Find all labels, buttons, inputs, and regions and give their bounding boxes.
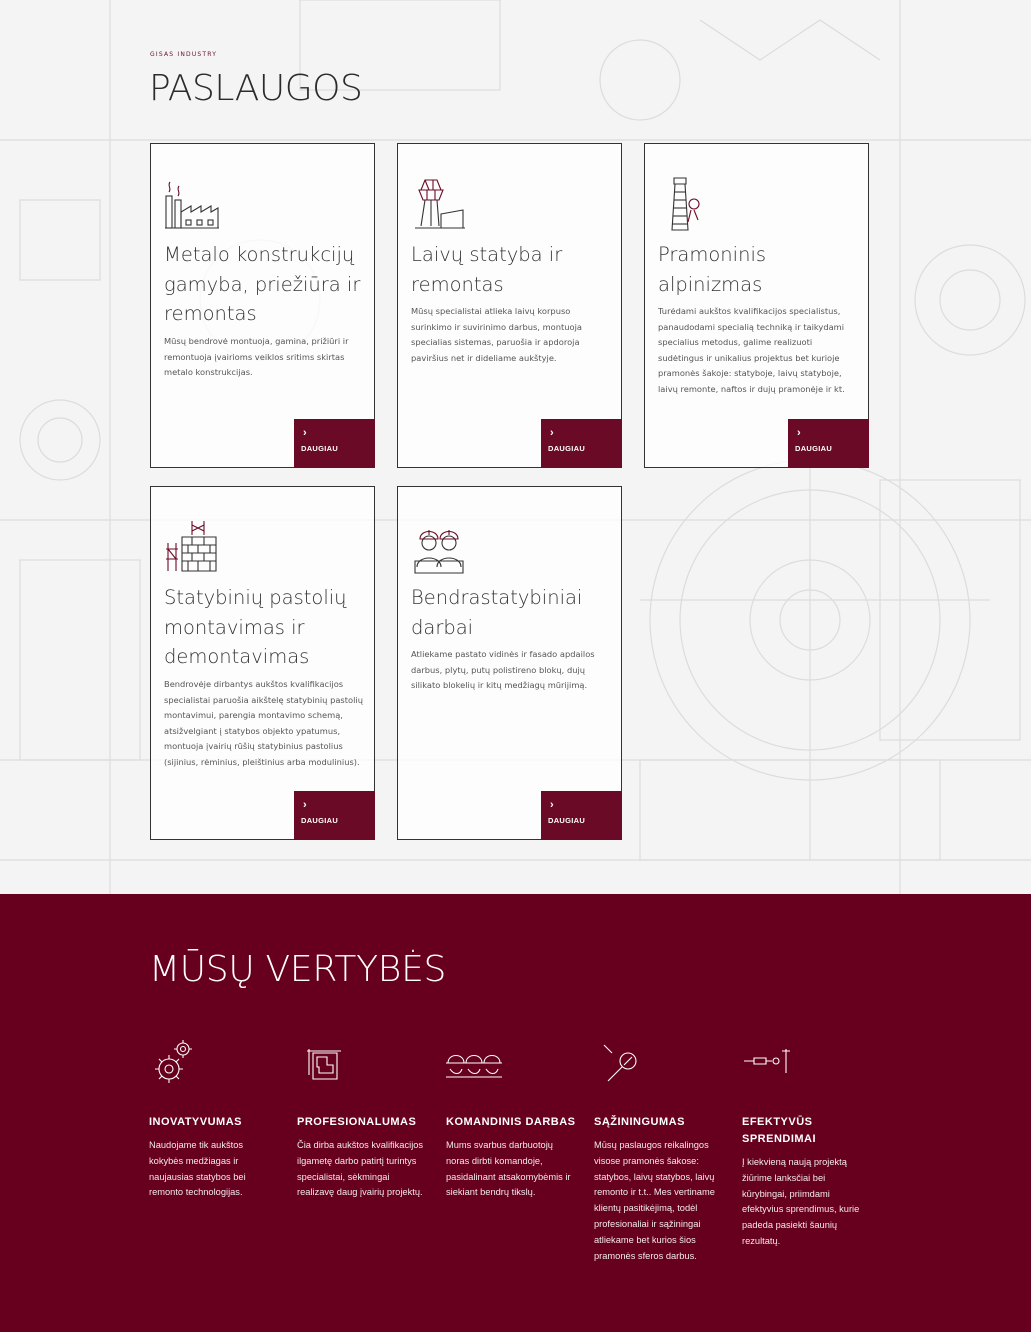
service-description: Bendrovėje dirbantys aukštos kvalifikacijos specialistai paruošia aikštelę statybinių pastolių montavimui, parengia montavimo schemą, atsižvelgiant į statybos objekto ypatumus, montuoja įvairių rūšių statybinius pastolius (sijinius, rėminius, pleištinius arba modulinius).	[164, 679, 363, 767]
chimney-climber-icon	[658, 176, 714, 232]
helmets-team-icon	[446, 1039, 502, 1083]
value-text: Čia dirba aukštos kvalifikacijos ilgametę darbo patirtį turintys specialistai, sėkmingai realizavę daug įvairių projektų.	[297, 1140, 424, 1198]
values-title: MŪSŲ VERTYBĖS	[149, 949, 447, 990]
service-card	[644, 143, 869, 468]
service-title: Bendrastatybiniai darbai	[411, 586, 583, 639]
service-title: Metalo konstrukcijų gamyba, priežiūra ir remontas	[164, 243, 361, 325]
value-text: Naudojame tik aukštos kokybės medžiagas ir naujausias statybos bei remonto technologijas.	[149, 1140, 246, 1198]
chevron-right-icon: ›	[550, 799, 554, 811]
service-description: Mūsų bendrovė montuoja, gamina, prižiūri ir remontuoja įvairioms veiklos sritims skirtas metalo konstrukcijas.	[164, 336, 349, 378]
service-title: Laivų statyba ir remontas	[411, 243, 563, 296]
service-title: Statybinių pastolių montavimas ir demontavimas	[164, 586, 347, 668]
chevron-right-icon: ›	[550, 427, 554, 439]
more-button[interactable]: › DAUGIAU	[541, 419, 622, 468]
more-button[interactable]: › DAUGIAU	[294, 791, 375, 840]
service-card	[150, 486, 375, 840]
tools-icon	[742, 1039, 798, 1083]
builders-icon	[411, 519, 467, 575]
more-button[interactable]: › DAUGIAU	[541, 791, 622, 840]
scaffolding-icon	[164, 519, 220, 575]
value-heading: KOMANDINIS DARBAS	[446, 1116, 576, 1128]
gears-icon	[149, 1039, 205, 1083]
service-description: Atliekame pastato vidinės ir fasado apdailos darbus, plytų, putų polistireno blokų, dujų silikato blokelių ir kitų medžiagų mūrijimą.	[411, 649, 595, 691]
service-description: Mūsų specialistai atlieka laivų korpuso surinkimo ir suvirinimo darbus, montuoja specialias sistemas, paruošia ir apdoroja paviršius net ir dideliame aukštyje.	[411, 306, 582, 363]
section-eyebrow: GISAS INDUSTRY	[150, 51, 218, 58]
value-text: Į kiekvieną naują projektą žiūrime lanksčiai bei kūrybingai, priimdami efektyvius sprendimus, kurie padeda pasiekti šaunių rezultatų.	[742, 1157, 860, 1246]
values-section	[0, 894, 1031, 1332]
shipyard-icon	[411, 176, 467, 232]
chevron-right-icon: ›	[303, 427, 307, 439]
value-text: Mums svarbus darbuotojų noras dirbti komandoje, pasidalinant atsakomybėmis ir siekiant bendrų tikslų.	[446, 1140, 571, 1198]
factory-icon	[164, 176, 220, 232]
service-title: Pramoninis alpinizmas	[658, 243, 767, 296]
value-text: Mūsų paslaugos reikalingos visose pramonės šakose: statybos, laivų statybos, laivų remonto ir t.t.. Mes vertiname klientų pasitikėjimą, todėl profesionaliai ir sąžiningai atliekame bet kurios šios pramonės sferos darbus.	[594, 1140, 715, 1261]
more-button[interactable]: › DAUGIAU	[294, 419, 375, 468]
page-title: PASLAUGOS	[149, 68, 363, 109]
service-card	[150, 143, 375, 468]
wrench-handshake-icon	[594, 1039, 650, 1083]
service-card	[397, 143, 622, 468]
blueprint-icon	[297, 1039, 353, 1083]
more-button[interactable]: › DAUGIAU	[788, 419, 869, 468]
value-heading: EFEKTYVŪS SPRENDIMAI	[742, 1116, 817, 1145]
chevron-right-icon: ›	[797, 427, 801, 439]
value-heading: PROFESIONALUMAS	[297, 1116, 417, 1128]
chevron-right-icon: ›	[303, 799, 307, 811]
value-heading: INOVATYVUMAS	[149, 1116, 242, 1128]
service-description: Turėdami aukštos kvalifikacijos specialistus, panaudodami specialią techniką ir taikydami specialius metodus, galime realizuoti sudėtingus ir unikalius projektus bet kurioje pramonės šakoje: statyboje, laivų statyboje, laivų remonte, naftos ir dujų pramonėje ir kt.	[658, 306, 845, 394]
service-card	[397, 486, 622, 840]
value-heading: SĄŽININGUMAS	[594, 1116, 685, 1128]
